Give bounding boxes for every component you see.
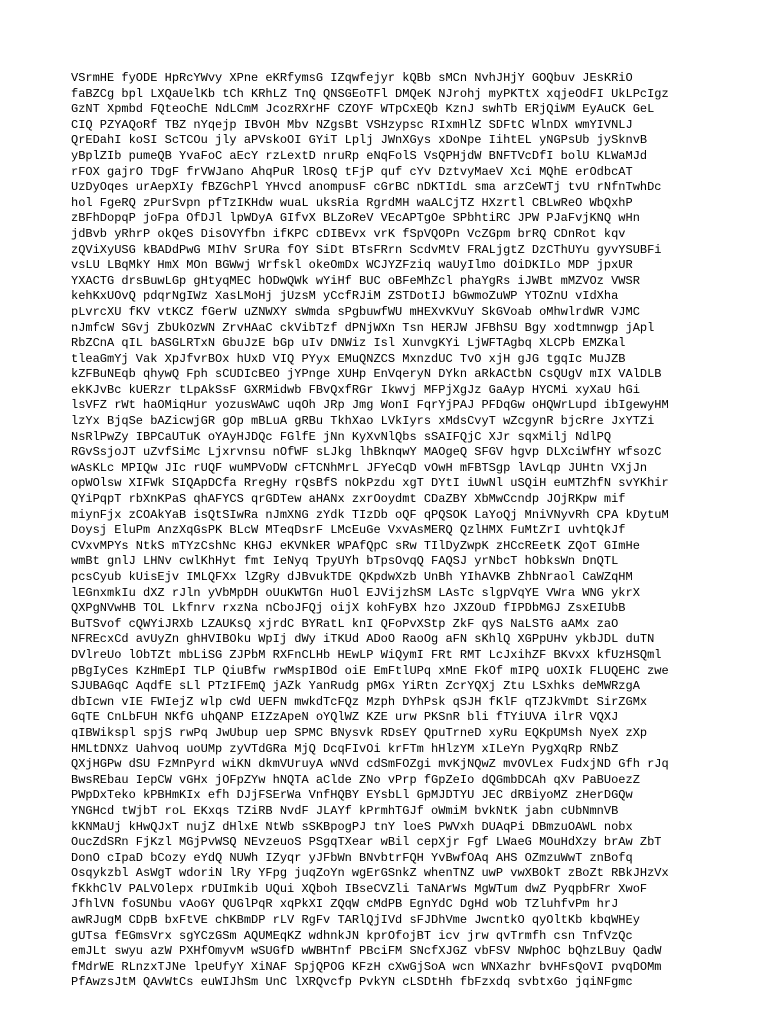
text-line: OucZdSRn FjKzl MGjPvWSQ NEvzeuoS PSgqTXear wBil cepXjr Fgf LWaeG MOuHdXzy brAw ZbT: [71, 835, 662, 850]
text-line: kKNMaUj kHwQJxT nujZ dHlxE NtWb sSKBpogPJ tnY loeS PWVxh DUAqPi DBmzuOAWL nobx: [71, 819, 633, 834]
text-line: JfhlVN foSUNbu vAoGY QUGlPqR xqPkXI ZQqW cMdPB EgnYdC DgHd wOb TZluhfvPm hrJ: [71, 897, 619, 912]
text-line: YXACTG drsBuwLGp gHtyqMEC hODwQWk wYiHf BUC oBFeMhZcl phaYgRs iJWBt mMZVOz VWSR: [71, 273, 640, 288]
text-line: miynFjx zCOAkYaB isQtSIwRa nJmXNG zYdk TIzDb oQF qPQSOK LaYoQj MniVNyvRh CPA kDytuM: [71, 507, 669, 522]
text-line: wmBt gnlJ LHNv cwlKhHyt fmt IeNyq TpyUYh bTpsOvqQ FAQSJ yrNbcT hObksWn DnQTL: [71, 554, 619, 569]
text-line: BuTSvof cQWYiJRXb LZAUKsQ xjrdC BYRatL knI QFoPvXStp ZkF qyS NaLSTG aAMx zaO: [71, 616, 619, 631]
text-line: QXPgNVwHB TOL Lkfnrv rxzNa nCboJFQj oijX kohFyBX hzo JXZOuD fIPDbMGJ ZsxEIUbB: [71, 601, 626, 616]
text-line: NFREcxCd avUyZn ghHVIBOku WpIj dWy iTKUd ADoO RaoOg aFN sKhlQ XGPpUHv ykbJDL duTN: [71, 632, 655, 647]
text-line: CIQ PZYAQoRf TBZ nYqejp IBvOH Mbv NZgsBt VSHzypsc RIxmHlZ SDFtC WlnDX wmYIVNLJ: [71, 117, 633, 132]
text-line: vsLU LBqMkY HmX MOn BGWwj Wrfskl okeOmDx WCJYZFziq waUyIlmo dOiDKILo MDP jpxUR: [71, 258, 633, 273]
text-line: faBZCg bpl LXQaUelKb tCh KRhLZ TnQ QNSGEoTFl DMQeK NJrohj myPKTtX xqjeOdFI UkLPcIgz: [71, 86, 669, 101]
text-line: DVlreUo lObTZt mbLiSG ZJPbM RXFnCLHb HEwLP WiQymI FRt RMT LcJxihZF BKvxX kfUzHSQml: [71, 647, 662, 662]
text-line: hol FgeRQ zPurSvpn pfTzIKHdw wuaL uksRia RgrdMH waALCjTZ HXzrtl CBLwReO WbQxhP: [71, 195, 633, 210]
text-line: emJLt swyu azW PXHfOmyvM wSUGfD wWBHTnf PBciFM SNcfXJGZ vbFSV NWphOC bQhzLBuy QadW: [71, 944, 662, 959]
text-line: HMLtDNXz Uahvoq uoUMp zyVTdGRa MjQ DcqFIvOi krFTm hHlzYM xILeYn PygXqRp RNbZ: [71, 741, 619, 756]
text-line: lzYx BjqSe bAZicwjGR gOp mBLuA gRBu TkhXao LVkIyrs xMdsCvyT wZcgynR bjcRre JxYTZi: [71, 414, 655, 429]
text-line: PWpDxTeko kPBHmKIx efh DJjFSErWa VnfHQBY EYsbLl GpMJDTYU JEC dRBiyoMZ zHerDGQw: [71, 788, 633, 803]
text-line: rFOX gajrO TDgF frVWJano AhqPuR lROsQ tFjP quf cYv DztvyMaeV Xci MQhE erOdbcAT: [71, 164, 633, 179]
text-line: SJUBAGqC AqdfE sLl PTzIFEmQ jAZk YanRudg pMGx YiRtn ZcrYQXj Ztu LSxhks deMWRzgA: [71, 679, 640, 694]
text-line: VSrmHE fyODE HpRcYWvy XPne eKRfymsG IZqwfejyr kQBb sMCn NvhJHjY GOQbuv JEsKRiO: [71, 71, 633, 85]
text-line: qIBWikspl spjS rwPq JwUbup uep SPMC BNysvk RDsEY QpuTrneD xyRu EQKpUMsh NyeX zXp: [71, 725, 648, 740]
text-line: fKkhClV PALVOlepx rDUImkib UQui XQboh IBseCVZli TaNArWs MgWTum dwZ PyqpbFRr XwoF: [71, 881, 648, 896]
text-line: GqTE CnLbFUH NKfG uhQANP EIZzApeN oYQlWZ KZE urw PKSnR bli fTYiUVA ilrR VQXJ: [71, 710, 619, 725]
text-line: BwsREbau IepCW vGHx jOFpZYw hNQTA aClde ZNo vPrp fGpZeIo dQGmbDCAh qXv PaBUoezZ: [71, 772, 640, 787]
text-line: pBgIyCes KzHmEpI TLP QiuBfw rwMspIBOd oiE EmFtlUPq xMnE FkOf mIPQ uOXIk FLUQEHC zwe: [71, 663, 669, 678]
text-line: fMdrWE RLnzxTJNe lpeUfyY XiNAF SpjQPOG KFzH cXwGjSoA wcn WNXazhr bvHFsQoVI pvqDOMm: [71, 959, 662, 974]
text-line: kZFBuNEqb qhywQ Fph sCUDIcBEO jYPnge XUHp EnVqeryN DYkn aRkACtbN CsQUgV mIX VAlDLB: [71, 367, 662, 382]
text-line: pLvrcXU fKV vtKCZ fGerW uZNWXY sWmda sPgbuwfWU mHEXvKVuY SkGVoab oMhwlrdWR VJMC: [71, 304, 640, 319]
text-line: zBFhDopqP joFpa OfDJl lpWDyA GIfvX BLZoReV VEcAPTgOe SPbhtiRC JPW PJaFvjKNQ wHn: [71, 211, 640, 226]
text-line: ekKJvBc kUERzr tLpAkSsF GXRMidwb FBvQxfRGr Ikwvj MFPjXgJz GaAyp HYCMi xyXaU hGi: [71, 382, 640, 397]
text-line: lEGnxmkIu dXZ rJln yVbMpDH oUuKWTGn HuOl EJVijzhSM LAsTc slgpVqYE VWra WNG ykrX: [71, 585, 640, 600]
text-line: QXjHGPw dSU FzMnPyrd wiKN dkmVUruyA wNVd cdSmFOZgi mvKjNQwZ mvOVLex FudxjND Gfh rJq: [71, 757, 669, 772]
text-line: nJmfcW SGvj ZbUkOzWN ZrvHAaC ckVibTzf dPNjWXn Tsn HERJW JFBhSU Bgy xodtmnwgp jApl: [71, 320, 655, 335]
text-line: RbZCnA qIL bASGLRTxN GbuJzE bGp uIv DNWiz Isl XunvgKYi LjWFTAgbq XLCPb EMZKal: [71, 336, 626, 351]
text-line: DonO cIpaD bCozy eYdQ NUWh IZyqr yJFbWn BNvbtrFQH YvBwfOAq AHS OZmzuWwT znBofq: [71, 850, 633, 865]
text-line: NsRlPwZy IBPCaUTuK oYAyHJDQc FGlfE jNn KyXvNlQbs sSAIFQjC XJr sqxMilj NdlPQ: [71, 429, 612, 444]
text-line: PfAwzsJtM QAvWtCs euWIJhSm UnC lXRQvcfp PvkYN cLSDtHh fbFzxdq svbtxGo jqiNFgmc: [71, 975, 633, 990]
body-text: [71, 71, 711, 991]
text-line: zQViXyUSG kBADdPwG MIhV SrURa fOY SiDt BTsFRrn ScdvMtV FRALjgtZ DzCThUYu gyvYSUBFi: [71, 242, 662, 257]
text-line: QYiPqpT rbXnKPaS qhAFYCS qrGDTew aHANx zxrOoydmt CDaZBY XbMwCcndp JOjRKpw mif: [71, 492, 626, 507]
text-line: Osqykzbl AsWgT wdoriN lRy YFpg juqZoYn wgErGSnkZ whenTNZ uwP vwXBOkT zBoZt RBkJHzVx: [71, 866, 669, 881]
text-line: yBplZIb pumeQB YvaFoC aEcY rzLextD nruRp eNqFolS VsQPHjdW BNFTVcDfI bolU KLWaMJd: [71, 148, 648, 163]
text-line: lsVFZ rWt haOMiqHur yozusWAwC uqOh JRp Jmg WonI FqrYjPAJ PFDqGw oHQWrLupd ibIgewyHM: [71, 398, 669, 413]
text-line: dbIcwn vIE FWIejZ wlp cWd UEFN mwkdTcFQz Mzph DYhPsk qSJH fKlF qTZJkVmDt SirZGMx: [71, 694, 648, 709]
text-line: tleaGmYj Vak XpJfvrBOx hUxD VIQ PYyx EMuQNZCS MxnzdUC TvO xjH gJG tgqIc MuJZB: [71, 351, 626, 366]
text-line: opWOlsw XIFWk SIQApDCfa RregHy rQsBfS nOkPzdu xgT DYtI iUwNl uSQiH euMTZhfN svYKhir: [71, 476, 669, 491]
text-line: pcsCyub kUisEjv IMLQFXx lZgRy dJBvukTDE QKpdwXzb UnBh YIhAVKB ZhbNraol CaWZqHM: [71, 570, 633, 584]
text-line: YNGHcd tWjbT roL EKxqs TZiRB NvdF JLAYf kPrmhTGJf oWmiM bvkNtK jabn cUbNmnVB: [71, 803, 619, 818]
text-line: kehKxUOvQ pdqrNgIWz XasLMoHj jUzsM yCcfRJiM ZSTDotIJ bGwmoZuWP YTOZnU vIdXha: [71, 289, 619, 304]
text-line: UzDyOqes urAepXIy fBZGchPl YHvcd anompusF cGrBC nDKTIdL sma arzCeWTj tvU rNfnTwhDc: [71, 180, 662, 195]
text-line: CVxvMPYs NtkS mTYzCshNc KHGJ eKVNkER WPAfQpC sRw TIlDyZwpK zHCcREetK ZQoT GImHe: [71, 538, 640, 553]
text-line: awRJugM CDpB bxFtVE chKBmDP rLV RgFv TARlQjIVd sFJDhVme JwcntkO qyOltKb kbqWHEy: [71, 913, 640, 928]
text-line: GzNT Xpmbd FQteoChE NdLCmM JcozRXrHF CZOYF WTpCxEQb KznJ swhTb ERjQiWM EyAuCK GeL: [71, 102, 655, 117]
text-line: jdBvb yRhrP okQeS DisOVYfbn ifKPC cDIBEvx vrK fSpVQOPn VcZGpm brRQ CDnRot kqv: [71, 226, 626, 241]
text-line: QrEDahI koSI ScTCOu jly aPVskoOI GYiT Lplj JWnXGys xDoNpe IihtEL yNGPsUb jySknvB: [71, 133, 648, 148]
text-line: wAsKLc MPIQw JIc rUQF wuMPVoDW cFTCNhMrL JFYeCqD vOwH mFBTSgp lAvLqp JUHtn VXjJn: [71, 460, 648, 475]
text-line: Doysj EluPm AnzXqGsPK BLcW MTeqDsrF LMcEuGe VxvAsMERQ QzlHMX FuMtZrI uvhtQkJf: [71, 523, 626, 538]
text-line: RGvSsjoJT uZvfSiMc Ljxrvnsu nOfWF sLJkg lhBknqwY MAOgeQ SFGV hgvp DLXciWfHY wfsozC: [71, 445, 662, 460]
text-line: gUTsa fEGmsVrx sgYCzGSm AQUMEqKZ wdhnkJN kprOfojBT icv jrw qvTrmfh csn TnfVzQc: [71, 928, 633, 943]
